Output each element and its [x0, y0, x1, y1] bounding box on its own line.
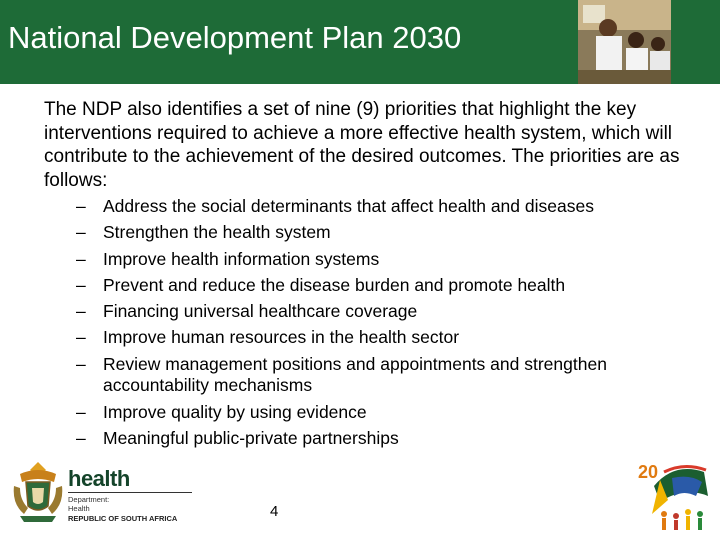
dash-marker: – — [76, 248, 86, 269]
priority-text: Prevent and reduce the disease burden and promote health — [103, 274, 566, 295]
priority-text: Meaningful public-private partnerships — [103, 427, 399, 448]
list-item — [76, 327, 696, 349]
country-name: REPUBLIC OF SOUTH AFRICA — [68, 514, 178, 523]
dept-name: Health — [68, 504, 90, 513]
page-number: 4 — [270, 503, 279, 520]
list-item — [76, 222, 696, 244]
logo-divider — [68, 492, 192, 493]
priorities-list — [76, 196, 696, 454]
dash-marker: – — [76, 327, 86, 348]
list-item — [76, 402, 696, 424]
priority-text: Strengthen the health system — [103, 222, 331, 243]
intro-paragraph: The NDP also identifies a set of nine (9) priorities that highlight the key interventions required to achieve a more effective health system, which will contribute to the achievement of the desired outcomes. The priorities are as follows: — [44, 99, 680, 191]
list-item — [76, 196, 696, 218]
20-years-freedom-badge-icon — [634, 456, 716, 536]
list-item — [76, 249, 696, 271]
coat-of-arms-icon — [10, 460, 66, 526]
dept-label: Department: — [68, 495, 110, 504]
header-photo — [578, 0, 671, 84]
list-item — [76, 275, 696, 297]
dash-marker: – — [76, 196, 86, 216]
priority-text: Improve quality by using evidence — [103, 401, 367, 422]
dash-marker: – — [76, 301, 86, 322]
dash-marker: – — [76, 274, 86, 295]
slide-title: National Development Plan 2030 — [8, 20, 462, 55]
children-classroom-photo-icon — [578, 0, 671, 84]
priority-text: Improve health information systems — [103, 248, 380, 269]
list-item — [76, 428, 696, 450]
list-item — [76, 301, 696, 323]
priority-text: Financing universal healthcare coverage — [103, 301, 418, 322]
priority-text: Address the social determinants that affect health and diseases — [103, 196, 594, 216]
anniversary-badge — [634, 456, 716, 536]
priority-text: Improve human resources in the health sector — [103, 327, 460, 348]
dash-marker: – — [76, 222, 86, 243]
dash-marker: – — [76, 353, 86, 374]
dash-marker: – — [76, 427, 86, 448]
svg-text:20: 20 — [638, 462, 659, 482]
dash-marker: – — [76, 401, 86, 422]
priority-text: Review management positions and appointments and strengthen accountability mechanisms — [103, 353, 607, 396]
list-item — [76, 354, 696, 397]
health-wordmark: health — [68, 466, 130, 491]
